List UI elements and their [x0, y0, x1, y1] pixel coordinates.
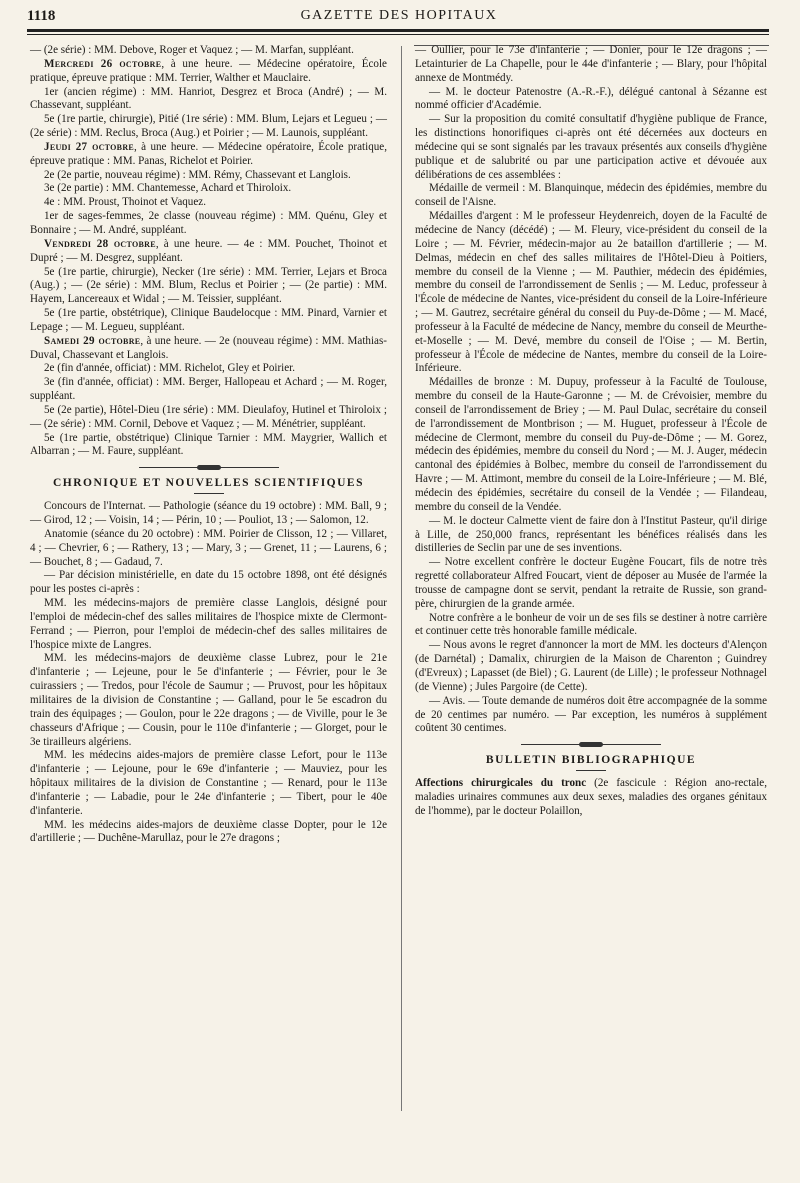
paragraph: 1er de sages-femmes, 2e classe (nouveau régime) : MM. Quénu, Gley et Bonnaire ; — M. André, suppléant. [30, 210, 387, 236]
paragraph: — M. le docteur Calmette vient de faire don à l'Institut Pasteur, qu'il dirige à Lille, de 250,000 francs, représentant les bénéfices réalisés dans les distilleries de Seclin par une de ses inventions. [415, 514, 767, 555]
header-rule-thin [27, 34, 769, 35]
date-heading: Mercredi 26 octobre [44, 57, 162, 70]
date-heading: Vendredi 28 octobre [44, 237, 156, 250]
paragraph: 2e (2e partie, nouveau régime) : MM. Rémy, Chassevant et Langlois. [44, 168, 351, 181]
paragraph: 5e (2e partie), Hôtel-Dieu (1re série) : MM. Dieulafoy, Hutinel et Thiroloix ; — (2e série) : MM. Cornil, Debove et Vaquez ; — M. Ménétrier, suppléant. [30, 403, 387, 430]
paragraph: 4e : MM. Proust, Thoinot et Vaquez. [44, 196, 206, 209]
paragraph: Médailles de bronze : M. Dupuy, professeur à la Faculté de Toulouse, membre du conseil de la Haute-Garonne ; — M. de Crévoisier, membre du conseil de l'arrondissement de Briey ; — M. Paul Dulac, secrétaire du conseil de l'arrondissement de Montbrison ; — M. Huguet, professeur à l'École de médecine de Clermont, membre du conseil du Puy-de-Dôme ; — M. Gorez, médecin des épidémies, membre du conseil du Nord ; — M. J. Auger, médecin cantonal des épidémies à Bolbec, membre du conseil de l'arrondissement du Havre ; — M. Attimont, membre du conseil de la Loire-Inférieure ; — M. Blé, médecin des épidémies, secrétaire du conseil de la Vendée ; — Filandeau, membre du conseil de la Vendée. [415, 376, 767, 513]
paragraph-text: , à une heure. — Médecine opératoire, École pratique, épreuve pratique : MM. Panas, Richelot et Poirier. [30, 140, 387, 167]
section-title: CHRONIQUE ET NOUVELLES SCIENTIFIQUES [52, 477, 364, 490]
paragraph: MM. les médecins-majors de deuxième classe Lubrez, pour le 21e d'infanterie ; — Lejeune, pour le 5e d'infanterie ; — Février, pour le 3e cuirassiers ; — Tredos, pour l'école de Saumur ; — Pruvost, pour les hôpitaux militaires de la division de Constantine ; — Galland, pour le 5e escadron du train des équipages ; — Goulon, pour le 22e dragons ; — de Viville, pour le 3e chasseurs d'Afrique ; — Cousin, pour le 110e d'infanterie ; — Glorget, pour le 3e tirailleurs algériens. [30, 652, 387, 748]
short-rule [194, 493, 224, 494]
date-heading: Jeudi 27 octobre [44, 140, 135, 153]
paragraph: 3e (fin d'année, officiat) : MM. Berger, Hallopeau et Achard ; — M. Roger, suppléant. [30, 376, 387, 403]
paragraph [30, 335, 387, 363]
paragraph: — Par décision ministérielle, en date du 15 octobre 1898, ont été désignés pour les postes ci-après : [30, 569, 387, 596]
ornament-separator [139, 464, 279, 470]
paragraph: Médaille de vermeil : M. Blanquinque, médecin des épidémies, membre du conseil de l'Aisne. [415, 182, 767, 209]
column-divider [401, 46, 402, 1111]
paragraph: MM. les médecins aides-majors de première classe Lefort, pour le 113e d'infanterie ; — Lejoune, pour le 69e d'infanterie ; — Mauviez, pour les hôpitaux militaires de la division de Constantine ; — Renard, pour le 113e d'infanterie ; — Labadie, pour le 24e d'infanterie ; — Tibert, pour le 40e d'infanterie. [30, 749, 387, 817]
paragraph: Anatomie (séance du 20 octobre) : MM. Poirier de Clisson, 12 ; — Villaret, 4 ; — Chevrier, 6 ; — Rathery, 13 ; — Mary, 3 ; — Grenet, 11 ; — Laurens, 6 ; — Bouchet, 8 ; — Gadaud, 7. [30, 527, 387, 568]
right-column [415, 44, 767, 819]
paragraph: — (2e série) : MM. Debove, Roger et Vaquez ; — M. Marfan, suppléant. [30, 44, 354, 56]
paragraph [30, 58, 387, 86]
paragraph: MM. les médecins-majors de première classe Langlois, désigné pour l'emploi de médecin-chef des salles militaires de l'hospice mixte de Clermont-Ferrand ; — Pierron, pour l'emploi de médecin-chef des salles militaires de l'hospice mixte de Langres. [30, 597, 387, 651]
paragraph: — M. le docteur Patenostre (A.-R.-F.), délégué cantonal à Sézanne est nommé officier d'Académie. [415, 85, 767, 112]
paragraph-text: (2e fascicule : Région ano-rectale, maladies urinaires communes aux deux sexes, maladies des organes génitaux de l'homme), par le docteur Polaillon, [415, 777, 767, 817]
paragraph: 5e (1re partie, obstétrique) Clinique Tarnier : MM. Maygrier, Wallich et Albarran ; — M. Faure, suppléant. [30, 431, 387, 458]
running-title: GAZETTE DES HOPITAUX [300, 8, 498, 23]
paragraph: 2e (fin d'année, officiat) : MM. Richelot, Gley et Poirier. [44, 362, 296, 375]
section-title: BULLETIN BIBLIOGRAPHIQUE [485, 754, 697, 767]
paragraph: MM. les médecins aides-majors de deuxième classe Dopter, pour le 12e d'artillerie ; — Duchêne-Marullaz, pour le 27e dragons ; [30, 818, 387, 845]
running-header [27, 8, 771, 28]
paragraph: Médailles d'argent : M le professeur Heydenreich, doyen de la Faculté de médecine de Nancy (décédé) ; — M. Fleury, vice-président du conseil de la Loire ; — M. Février, médecin-major au 2e bataillon d'artillerie ; — M. Delmas, médecin en chef des salles militaires de l'Hôtel-Dieu à Poitiers, membre du conseil de la Vienne ; — M. Pauthier, médecin des épidémies, membre du conseil de l'arrondissement de Senlis ; — M. Leduc, professeur à l'École de médecine de Nantes, vice-président du conseil de la Loire-Inférieure ; — M. Gautrez, secrétaire général du conseil du Puy-de-Dôme ; — M. Macé, professeur à la Faculté de médecine de Nancy, membre du conseil de Meurthe-et-Moselle ; — M. Devé, membre du conseil de l'Oise ; — M. Bertin, professeur à l'École de médecine de Nantes, membre du conseil de la Loire-Inférieure. [415, 210, 767, 375]
date-heading: Samedi 29 octobre [44, 334, 141, 347]
paragraph-text: , à une heure. — 2e (nouveau régime) : MM. Mathias-Duval, Chassevant et Langlois. [30, 334, 387, 361]
paragraph: Concours de l'Internat. — Pathologie (séance du 19 octobre) : MM. Ball, 9 ; — Girod, 12 ; — Voisin, 14 ; — Périn, 10 ; — Pouliot, 13 ; — Salomon, 12. [30, 500, 387, 526]
ornament-separator [521, 741, 661, 747]
paragraph: — Avis. — Toute demande de numéros doit être accompagnée de la somme de 20 centimes par numéro. — Par exception, les numéros à supplément coûtent 30 centimes. [415, 694, 767, 735]
paragraph-text: , à une heure. — Médecine opératoire, École pratique, épreuve pratique : MM. Terrier, Walther et Mauclaire. [30, 57, 387, 84]
paragraph: — Notre excellent confrère le docteur Eugène Foucart, fils de notre très regretté collaborateur Alfred Foucart, vient de déposer au Musée de l'armée la trousse de campagne dont se servit, pendant la retraite de Russie, son grand-père, chirurgien de la grande armée. [415, 556, 767, 610]
paragraph: 3e (2e partie) : MM. Chantemesse, Achard et Thiroloix. [44, 182, 292, 195]
left-column [30, 44, 387, 846]
page-number: 1118 [27, 8, 56, 24]
short-rule [576, 770, 606, 771]
paragraph [415, 777, 767, 819]
paragraph: — Nous avons le regret d'annoncer la mort de MM. les docteurs d'Alençon (de Darnétal) ; Damalix, chirurgien de la Maison de Charenton ; Guindrey (d'Evreux) ; Lapasset (de Biel) ; G. Laurent (de Lille) ; le professeur Nothnagel (de Vienne) ; Jules Pargoire (de Cette). [415, 639, 767, 693]
paragraph [30, 141, 387, 169]
paragraph: 5e (1re partie, chirurgie), Pitié (1re série) : MM. Blum, Lejars et Legueu ; — (2e série) : MM. Reclus, Broca (Aug.) et Poirier ; — M. Launois, suppléant. [30, 113, 387, 140]
paragraph: Notre confrère a le bonheur de voir un de ses fils se destiner à notre carrière et continuer cette très honorable famille médicale. [415, 611, 767, 638]
paragraph: — Oullier, pour le 73e d'infanterie ; — Donier, pour le 12e dragons ; — Letainturier de La Chapelle, pour le 44e d'infanterie ; — Blary, pour l'hôpital annexe de Montmédy. [415, 44, 767, 84]
paragraph: — Sur la proposition du comité consultatif d'hygiène publique de France, les distinctions honorifiques ci-après ont été décernées aux docteurs en médecine qui se sont signalés par les travaux présentés aux conseils d'hygiène publique et de salubrité ou par une participation active et dévouée aux délibérations de ces assemblées : [415, 113, 767, 181]
paragraph-text: , à une heure. — 4e : MM. Pouchet, Thoinot et Dupré ; — M. Desgrez, suppléant. [30, 237, 387, 264]
header-rule-thick [27, 29, 769, 32]
book-title: Affections chirurgicales du tronc [415, 777, 587, 790]
paragraph [30, 238, 387, 266]
paragraph: 5e (1re partie, chirurgie), Necker (1re série) : MM. Terrier, Lejars et Broca (Aug.) ; — (2e série) : MM. Blum, Reclus et Poirier ; — (2e partie) : MM. Hayem, Lancereaux et Widal ; — M. Teissier, suppléant. [30, 265, 387, 306]
paragraph: 1er (ancien régime) : MM. Hanriot, Desgrez et Broca (André) ; — M. Chassevant, suppléant. [30, 85, 387, 112]
paragraph: 5e (1re partie, obstétrique), Clinique Baudelocque : MM. Pinard, Varnier et Lepage ; — M. Legueu, suppléant. [30, 307, 387, 333]
